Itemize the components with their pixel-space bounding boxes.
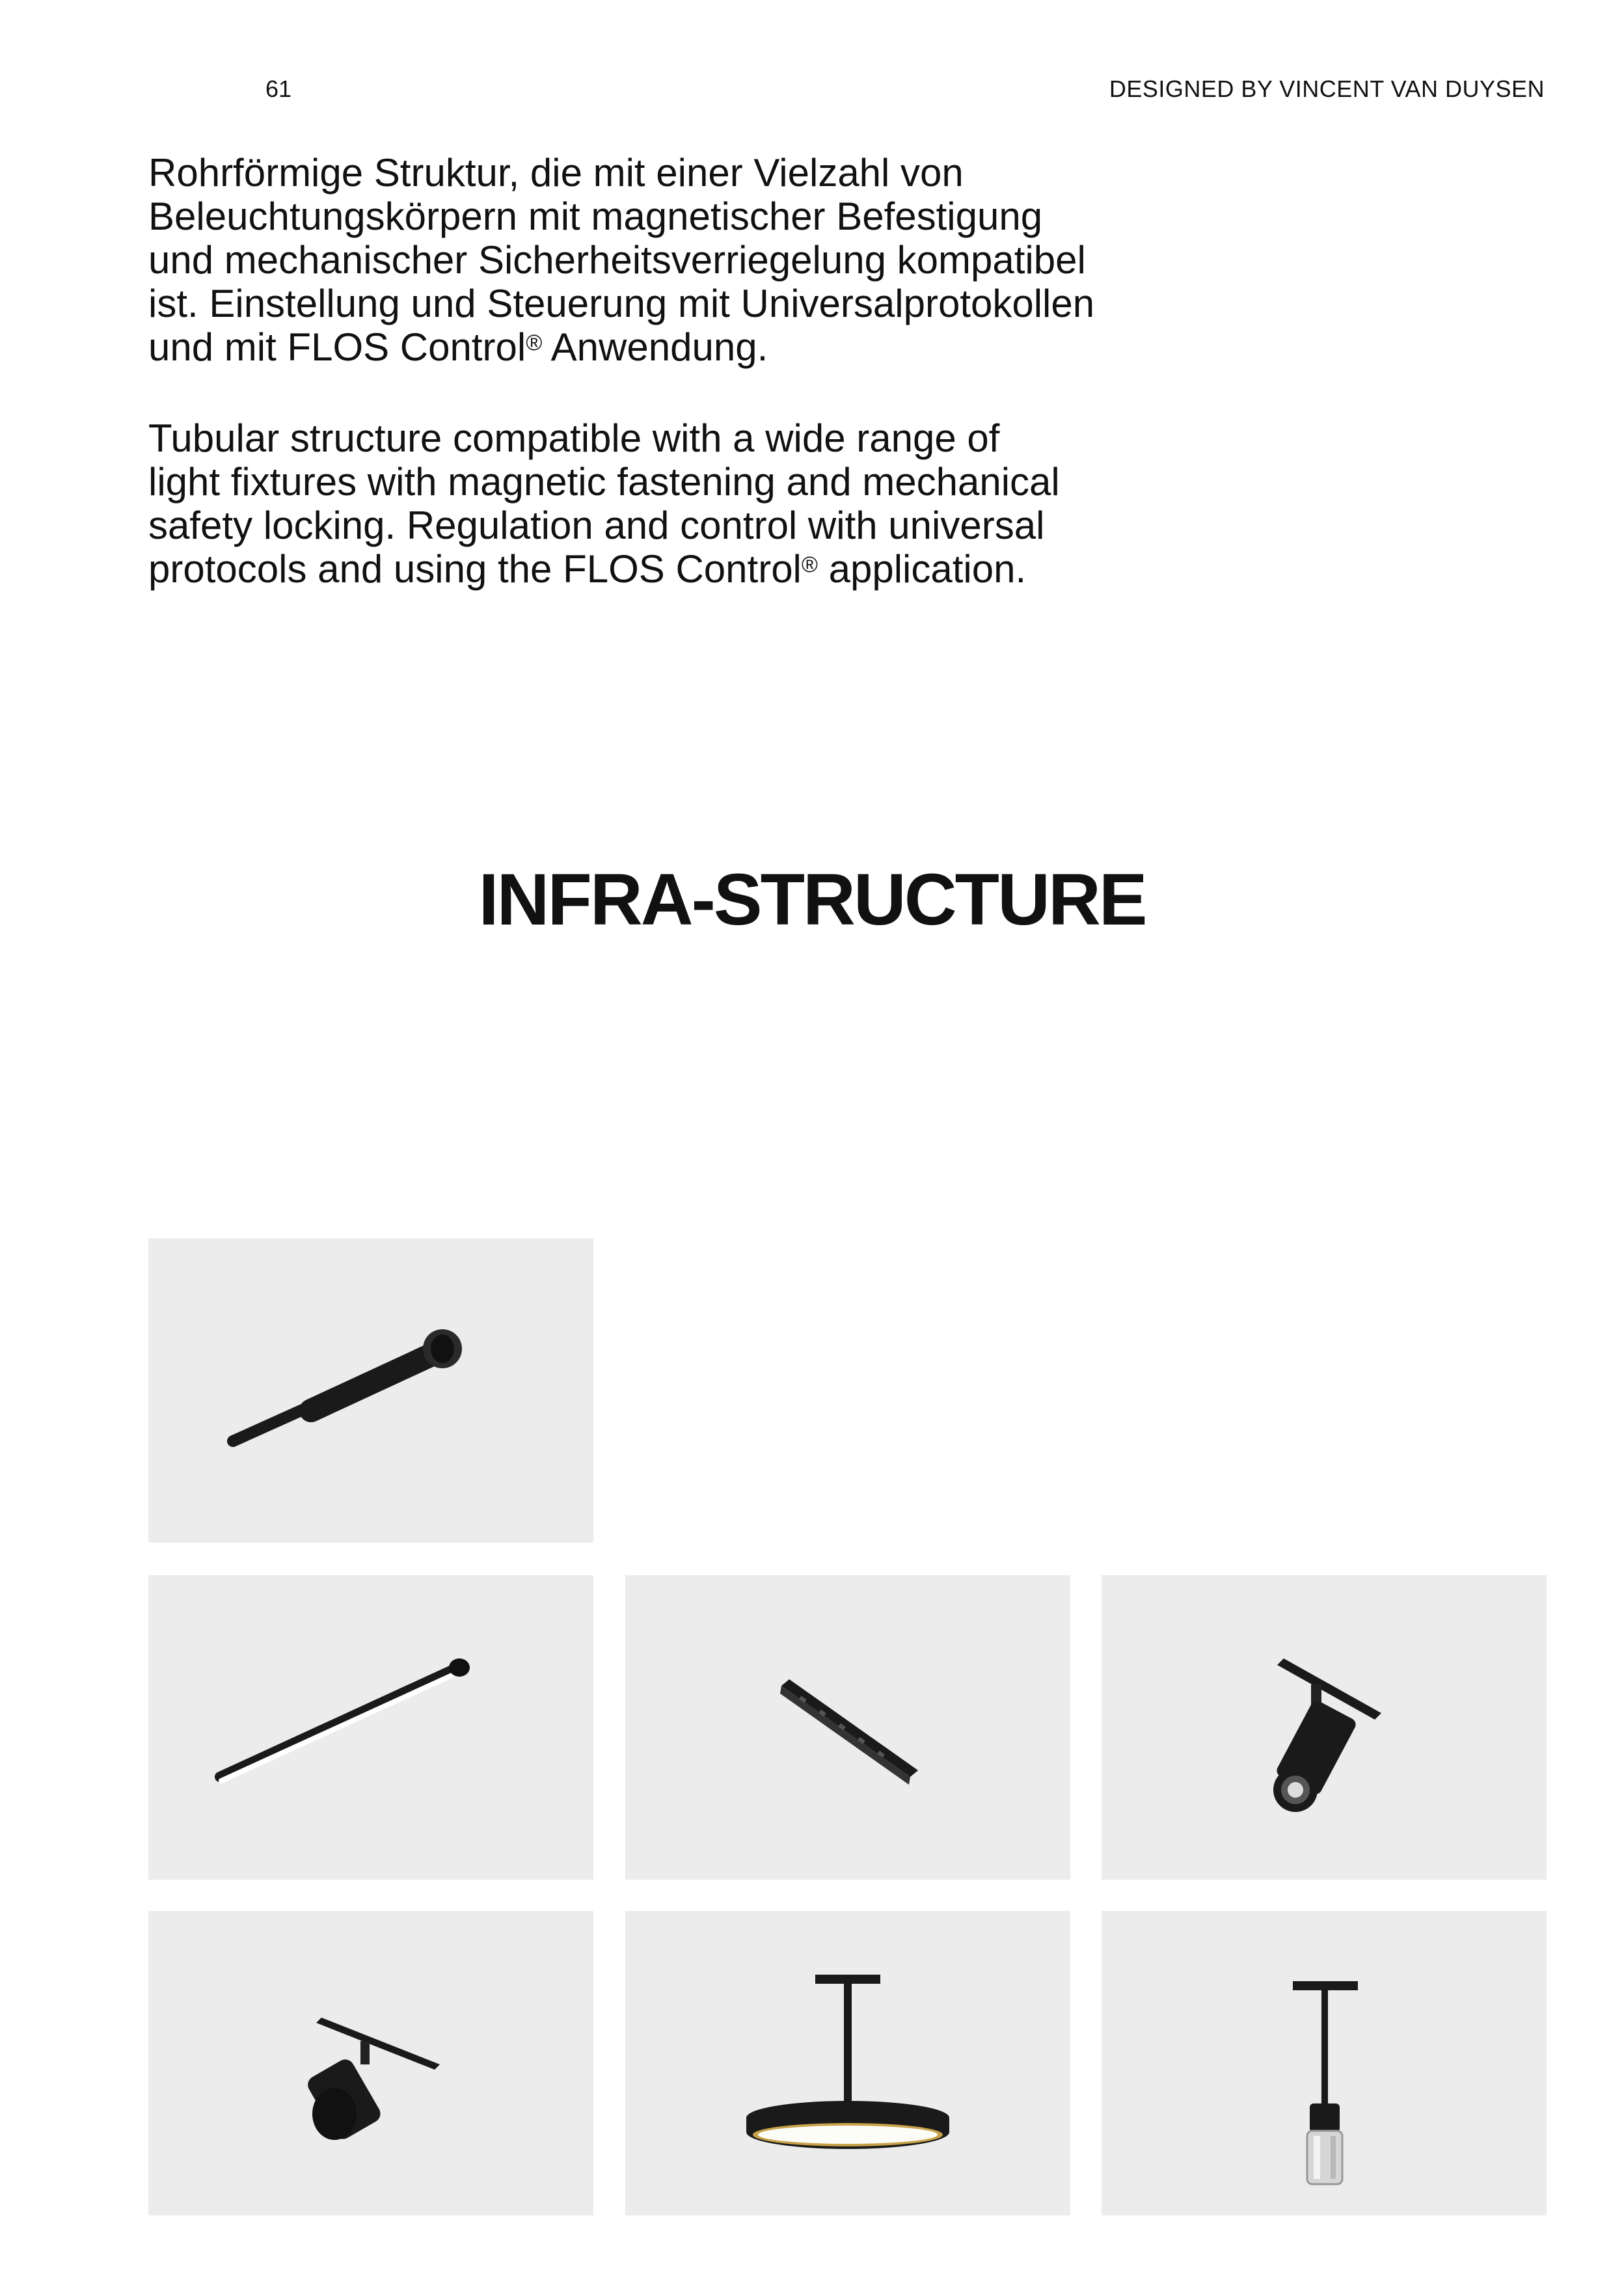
- product-image-round-pendant: [625, 1911, 1070, 2215]
- product-title: INFRA-STRUCTURE: [478, 859, 1146, 940]
- small-track-spotlight-icon: [148, 1911, 593, 2215]
- page-number: 61: [265, 75, 292, 102]
- registered-mark: ®: [801, 552, 818, 577]
- product-image-tubular: [148, 1238, 593, 1543]
- registered-mark: ®: [526, 331, 543, 355]
- magnetic-spot-bar-icon: [625, 1575, 1070, 1880]
- linear-diffuser-icon: [148, 1575, 593, 1880]
- description-line: Tubular structure compatible with a wide range of: [148, 416, 1000, 460]
- description-line: [148, 325, 1163, 369]
- description-line: safety locking. Regulation and control with universal: [148, 504, 1045, 547]
- description-line: [148, 547, 1163, 591]
- description-text: und mit FLOS Control: [148, 325, 526, 369]
- description-line: Rohrförmige Struktur, die mit einer Vielzahl von: [148, 151, 964, 195]
- product-image-spot-bar: [625, 1575, 1070, 1880]
- product-image-small-spot: [148, 1911, 593, 2215]
- description-text: protocols and using the FLOS Control: [148, 547, 802, 591]
- description-line: Beleuchtungskörpern mit magnetischer Befestigung: [148, 195, 1043, 238]
- description-line: und mechanischer Sicherheitsverriegelung kompatibel: [148, 238, 1086, 282]
- product-image-linear: [148, 1575, 593, 1880]
- designer-credit: DESIGNED BY VINCENT VAN DUYSEN: [1109, 75, 1545, 102]
- track-spotlight-icon: [1102, 1575, 1547, 1880]
- description-english: [148, 416, 1163, 591]
- round-pendant-icon: [625, 1911, 1070, 2215]
- description-line: light fixtures with magnetic fastening and mechanical: [148, 460, 1060, 504]
- description-text: Anwendung.: [542, 325, 768, 369]
- tubular-profile-icon: [148, 1238, 593, 1543]
- description-german: [148, 151, 1163, 369]
- product-image-glass-pendant: [1102, 1911, 1547, 2215]
- description-text: application.: [817, 547, 1027, 591]
- product-image-track-spot: [1102, 1575, 1547, 1880]
- description-line: ist. Einstellung und Steuerung mit Universalprotokollen: [148, 282, 1095, 325]
- glass-pendant-icon: [1102, 1911, 1547, 2215]
